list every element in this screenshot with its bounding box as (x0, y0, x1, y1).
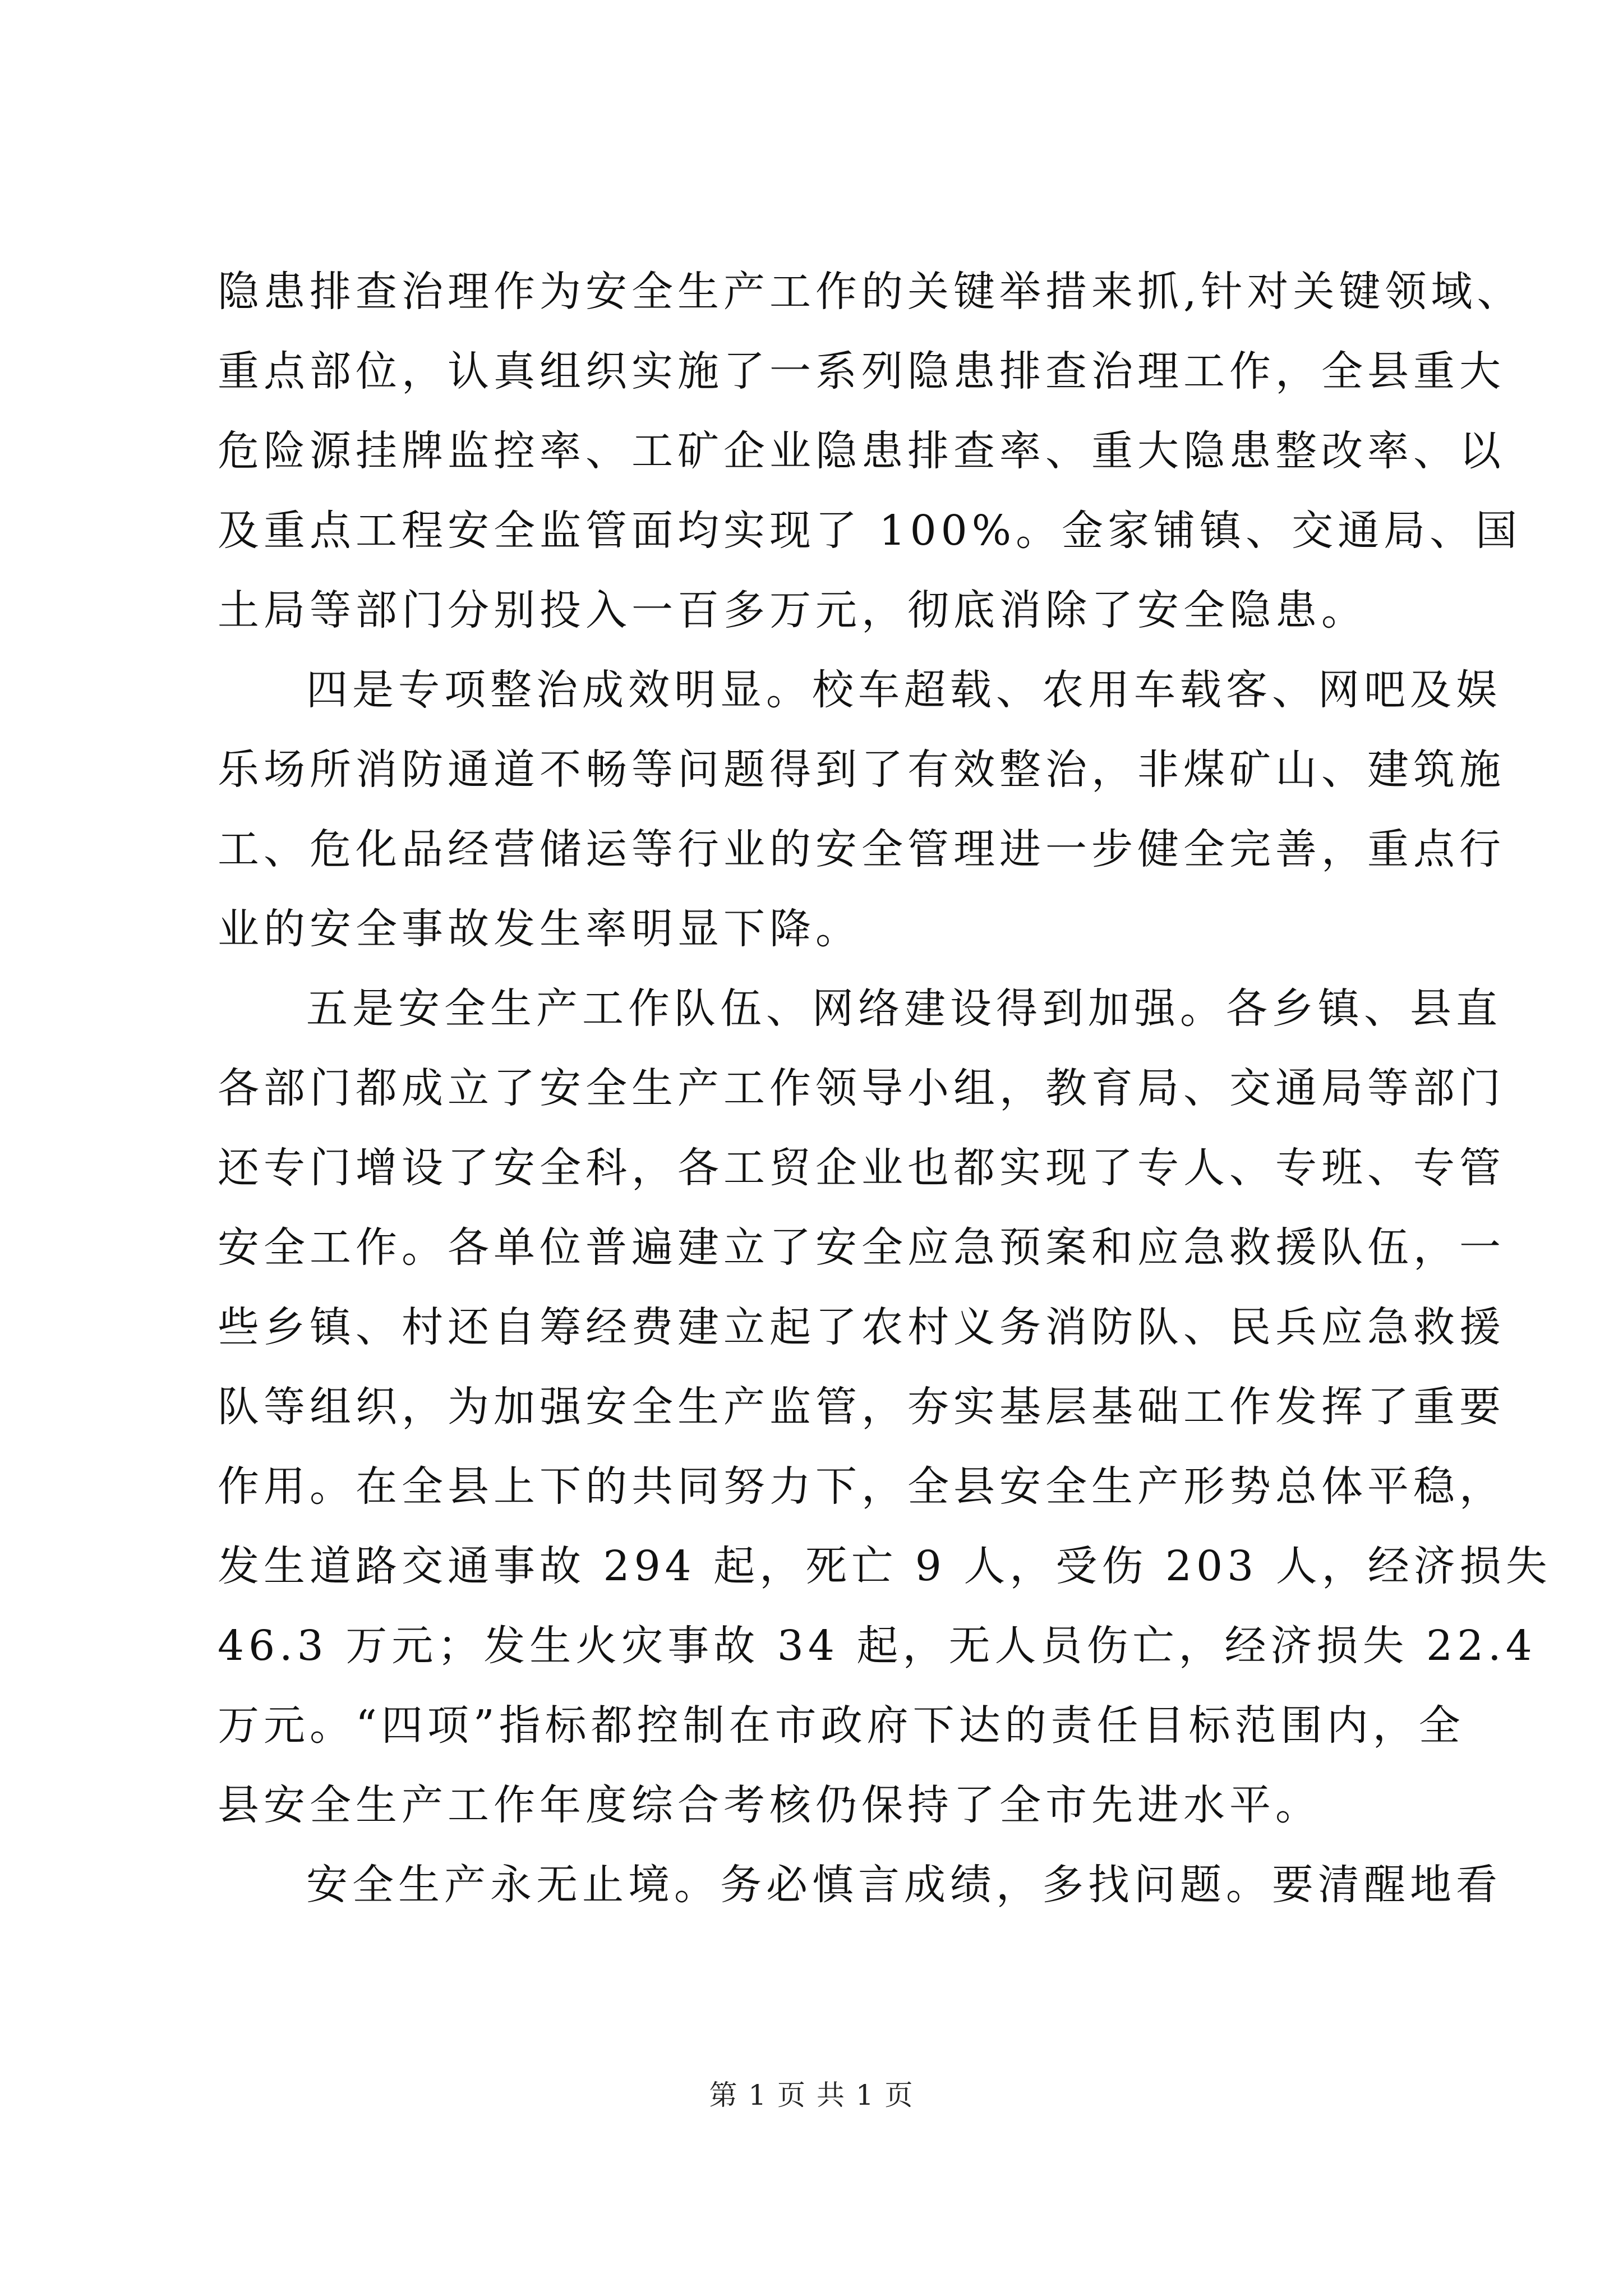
text-line: 46.3 万元；发生火灾事故 34 起，无人员伤亡，经济损失 22.4 (218, 1622, 1537, 1670)
text-line: 些乡镇、村还自筹经费建立起了农村义务消防队、民兵应急救援 (218, 1303, 1505, 1351)
text-line: 安全工作。各单位普遍建立了安全应急预案和应急救援队伍，一 (218, 1223, 1505, 1272)
text-line: 还专门增设了安全科，各工贸企业也都实现了专人、专班、专管 (218, 1144, 1505, 1192)
text-line: 作用。在全县上下的共同努力下，全县安全生产形势总体平稳， (218, 1462, 1505, 1511)
paragraph-first-line: 五是安全生产工作队伍、网络建设得到加强。各乡镇、县直 (306, 984, 1502, 1033)
text-line: 土局等部门分别投入一百多万元，彻底消除了安全隐患。 (218, 586, 1367, 634)
page-footer: 第 1 页 共 1 页 (709, 2079, 914, 2111)
paragraph-first-line: 四是专项整治成效明显。校车超载、农用车载客、网吧及娱 (306, 666, 1502, 714)
text-line: 万元。“四项”指标都控制在市政府下达的责任目标范围内，全 (218, 1701, 1465, 1750)
text-line: 隐患排查治理作为安全生产工作的关键举措来抓,针对关键领域、 (218, 268, 1523, 316)
text-line: 队等组织，为加强安全生产监管，夯实基层基础工作发挥了重要 (218, 1383, 1505, 1431)
text-line: 业的安全事故发生率明显下降。 (218, 905, 861, 953)
text-line: 乐场所消防通道不畅等问题得到了有效整治，非煤矿山、建筑施 (218, 746, 1505, 794)
text-line: 及重点工程安全监管面均实现了 100%。金家铺镇、交通局、国 (218, 507, 1522, 555)
text-line: 重点部位，认真组织实施了一系列隐患排查治理工作，全县重大 (218, 347, 1505, 395)
text-line: 工、危化品经营储运等行业的安全管理进一步健全完善，重点行 (218, 825, 1505, 873)
text-line: 县安全生产工作年度综合考核仍保持了全市先进水平。 (218, 1781, 1321, 1829)
paragraph-first-line: 安全生产永无止境。务必慎言成绩，多找问题。要清醒地看 (306, 1861, 1502, 1909)
text-line: 危险源挂牌监控率、工矿企业隐患排查率、重大隐患整改率、以 (218, 427, 1505, 475)
text-line: 各部门都成立了安全生产工作领导小组，教育局、交通局等部门 (218, 1064, 1505, 1112)
text-line: 发生道路交通事故 294 起，死亡 9 人，受伤 203 人，经济损失 (218, 1542, 1552, 1590)
